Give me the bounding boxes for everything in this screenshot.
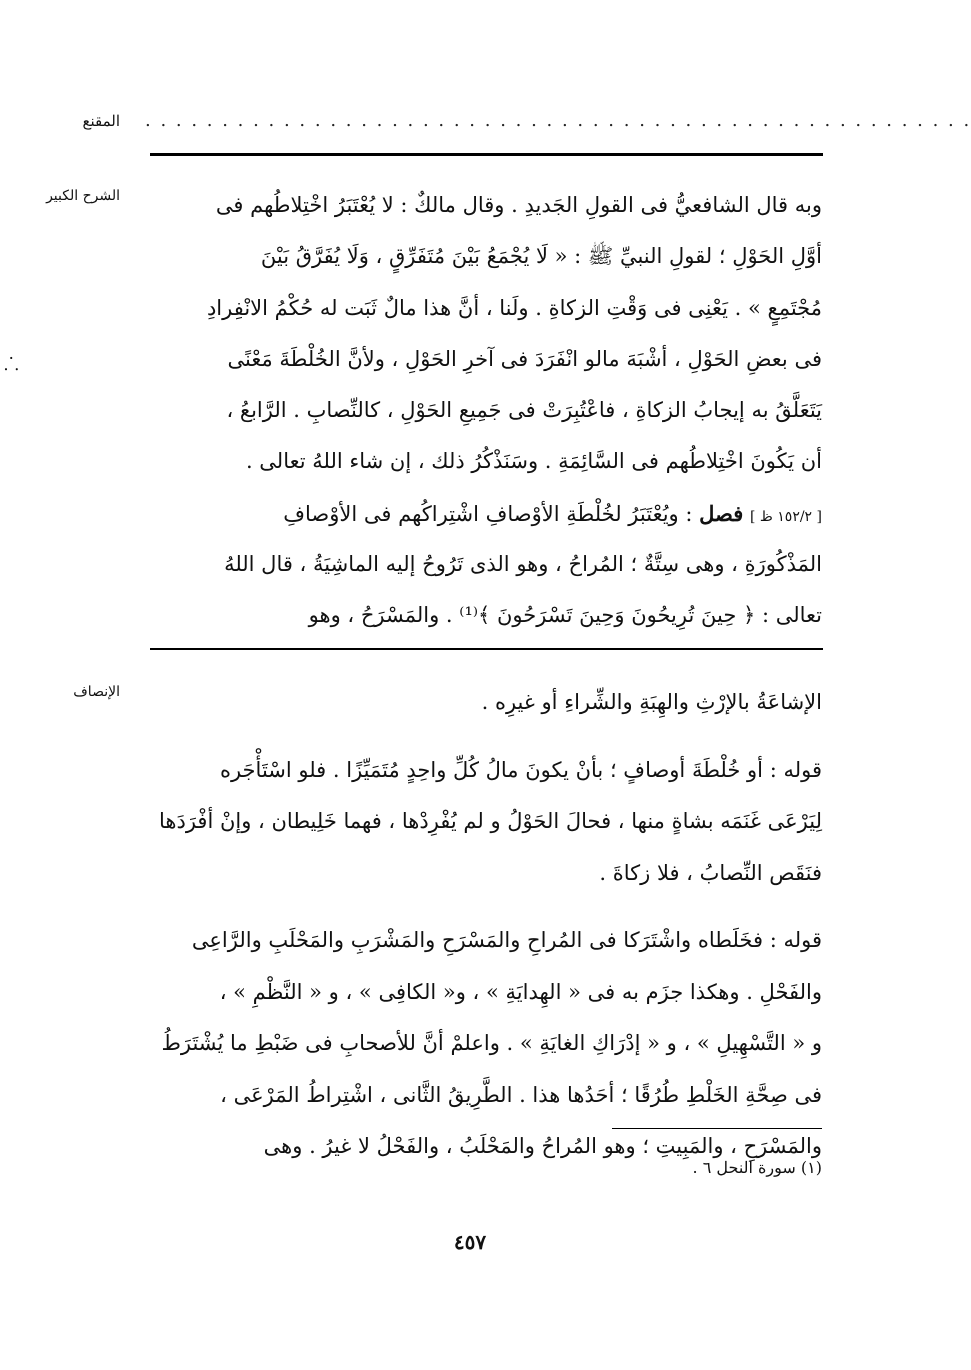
section-divider-rule	[150, 648, 823, 650]
insaf-line: فى صِحَّةِ الخَلْطِ طُرُقًا ؛ أحَدُها هذا . الطَّرِيقُ الثَّانى ، اشْتِراطُ المَرْعَى ،	[220, 1082, 822, 1107]
paragraph-gap	[150, 729, 822, 745]
insaf-line: والفَحْلِ . وهكذا جزَم به فى « الهِدايَةِ » ، و« الكافِى » ، و « النَّظْمِ » ،	[219, 979, 822, 1004]
margin-label-insaf: الإنصاف	[73, 684, 120, 700]
folio-reference: [ ١٥٢/٢ ظ ]	[749, 508, 822, 525]
fasl-text: : ويُعْتَبَرُ لخُلْطَةِ الأوْصافِ اشْتِراكُهم فى الأوْصافِ	[283, 501, 693, 526]
insaf-line: لِيَرْعَى غَنَمَه بشاةٍ منها ، فحالَ الحَوْلُ و لم يُفْرِدْها ، فهما خَلِيطان ، وإنْ أفْرَدَها	[159, 809, 822, 833]
insaf-line: والمَسْرَحِ ، والمَبِيتِ ؛ وهو المُراحُ والمَحْلَبُ ، والفَحْلُ لا غيرُ . وهى	[263, 1134, 822, 1158]
sharh-text-block	[150, 180, 822, 642]
sharh-line: تعالى : ﴿ حِينَ تُرِيحُونَ وَحِينَ تَسْرَحُونَ ﴾⁽¹⁾ . والمَسْرَحُ ، وهو	[308, 603, 822, 628]
paragraph-gap	[150, 899, 822, 915]
fasl-heading-line	[150, 488, 822, 539]
fasl-heading: فصل	[699, 500, 744, 526]
margin-side-mark: ⸫	[4, 354, 19, 375]
sharh-line: أن يَكُونَ اخْتِلاطُهم فى السَّائِمَةِ . وسَنَذْكُرُ ذلك ، إن شاء اللهُ تعالى .	[245, 449, 822, 474]
footnote-rule	[612, 1128, 822, 1129]
margin-label-sharh: الشرح الكبير	[46, 188, 120, 204]
insaf-line: قوله : أو خُلْطَةَ أوصافٍ ؛ بأنْ يكونَ مالُ كُلِّ واحِدٍ مُتَمَيِّزًا . فلو اسْتَأْجَره	[219, 757, 822, 782]
sharh-line: مُجْتَمِعٍ » . يَعْنِى فى وَقْتِ الزكاةِ . ولَنا ، أنَّ هذا مالٌ ثَبَت له حُكْمُ الانْفِرادِ	[206, 295, 822, 320]
header-rule	[150, 153, 823, 156]
insaf-text-block	[150, 677, 822, 1173]
running-header-title: المقنع	[82, 112, 120, 130]
insaf-line: فنَقَص النِّصابُ ، فلا زكاةَ .	[599, 860, 822, 885]
insaf-line: الإشاعَةُ بالإرْثِ والهِبَةِ والشِّراءِ أو غيرِه .	[481, 690, 822, 714]
sharh-line: وبه قال الشافعيُّ فى القولِ الجَديدِ . وقال مالكٌ : لا يُعْتَبَرُ اخْتِلاطُهم فى	[215, 193, 822, 217]
sharh-line: يَتَعَلَّقُ به إيجابُ الزكاةِ ، فاعْتُبِرَتْ فى جَمِيعِ الحَوْلِ ، كالنِّصابِ . الرَّابعُ ،	[226, 398, 822, 423]
footnote: (١) سورة النحل ٦ .	[692, 1158, 822, 1177]
insaf-line: و « التَّسْهِيلِ » ، و « إدْرَاكِ الغايَةِ » . واعلمْ أنَّ للأصحابِ فى ضَبْطِ ما يُشْتَرَطُ	[161, 1031, 822, 1055]
sharh-line: المَذْكُورَةِ ، وهى سِتَّةٌ ؛ المُراحُ ، وهو الذى تَرُوحُ إليه الماشِيَةُ ، قال اللهُ	[224, 552, 822, 577]
header-dotted-leader: . . . . . . . . . . . . . . . . . . . . . . . . . . . . . . . . . . . . . . . . . . . . . . . . . . . . . .	[145, 110, 971, 131]
insaf-line: قوله : فخَلَطاه واشْتَرَكا فى المُراحِ والمَسْرَحِ والمَشْرَبِ والمَحْلَبِ والرَّاعِى	[191, 928, 822, 952]
sharh-line: أوَّلِ الحَوْلِ ؛ لقولِ النبيِّ ﷺ : « لَا يُجْمَعُ بَيْنَ مُتَفَرِّقٍ ، وَلَا يُفَرَّقُ بَيْنَ	[260, 244, 822, 269]
sharh-line: فى بعضِ الحَوْلِ ، أشْبَهَ مالو انْفَرَدَ فى آخرِ الحَوْلِ ، ولأنَّ الخُلْطَةَ مَعْنًى	[227, 346, 822, 371]
page-number: ٤٥٧	[453, 1230, 487, 1254]
